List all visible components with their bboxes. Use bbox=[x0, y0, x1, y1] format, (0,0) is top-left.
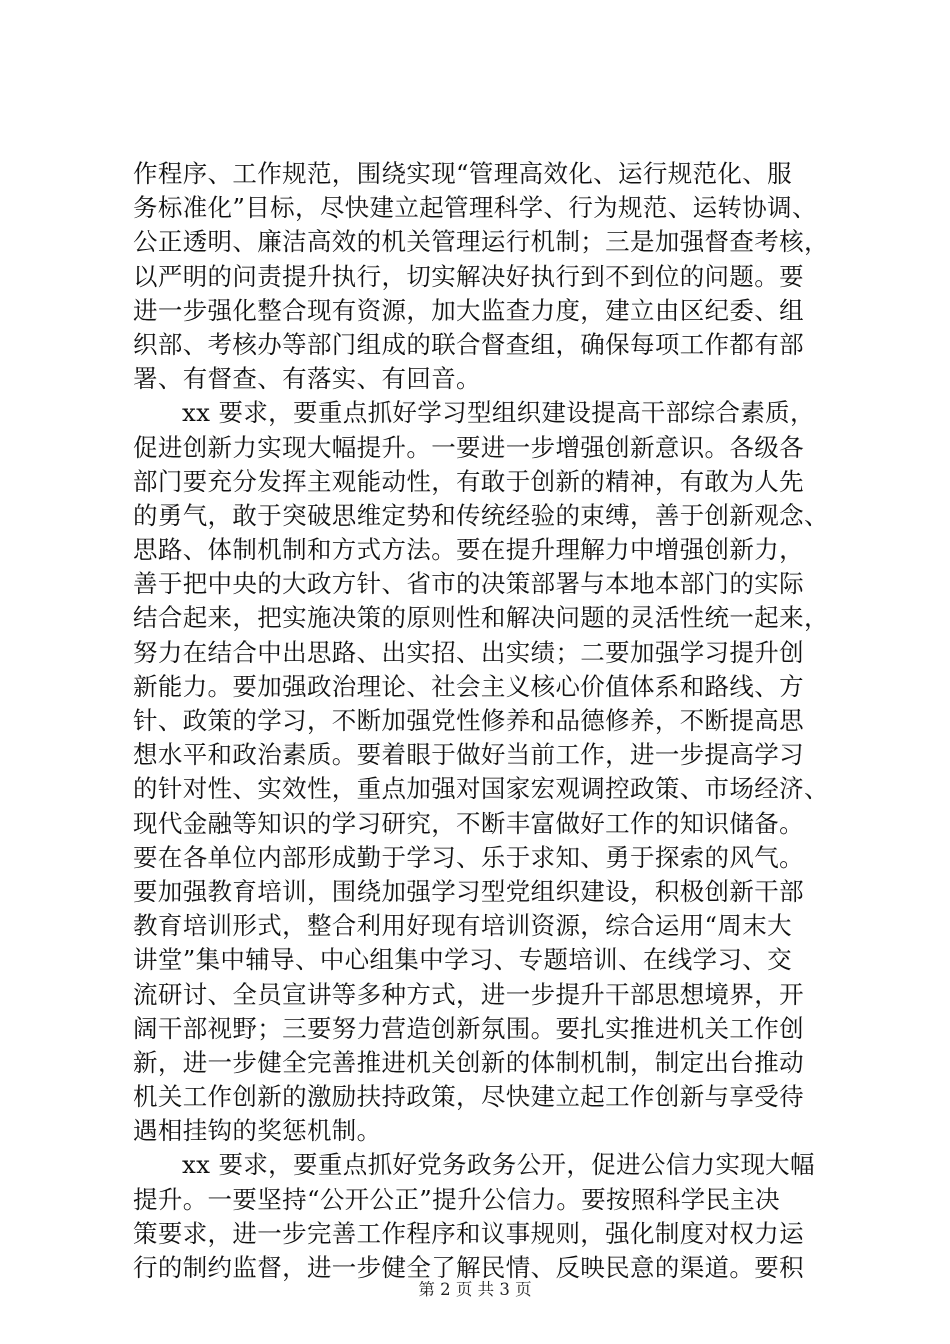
text-line: 新能力。要加强政治理论、社会主义核心价值体系和路线、方 bbox=[133, 671, 804, 701]
text-line: 进一步强化整合现有资源，加大监查力度，建立由区纪委、组 bbox=[133, 295, 804, 325]
document-body bbox=[133, 157, 833, 1285]
text-line: 善于把中央的大政方针、省市的决策部署与本地本部门的实际 bbox=[133, 569, 804, 599]
text-line: 遇相挂钩的奖惩机制。 bbox=[133, 1116, 382, 1146]
text-line: 务标准化”目标，尽快建立起管理科学、行为规范、运转协调、 bbox=[133, 193, 817, 223]
text-line: 要在各单位内部形成勤于学习、乐于求知、勇于探索的风气。 bbox=[133, 842, 804, 872]
page-footer: 第 2 页 共 3 页 bbox=[418, 1280, 532, 1299]
text-line: 机关工作创新的激励扶持政策，尽快建立起工作创新与享受待 bbox=[133, 1082, 804, 1112]
text-line: 以严明的问责提升执行，切实解决好执行到不到位的问题。要 bbox=[133, 261, 804, 291]
text-line: 针、政策的学习，不断加强党性修养和品德修养，不断提高思 bbox=[133, 706, 804, 735]
text-line: 公正透明、廉洁高效的机关管理运行机制；三是加强督查考核， bbox=[133, 227, 829, 257]
text-line: 部门要充分发挥主观能动性，有敢于创新的精神，有敢为人先 bbox=[133, 466, 804, 496]
text-line: 作程序、工作规范，围绕实现“管理高效化、运行规范化、服 bbox=[133, 159, 792, 188]
text-line: xx 要求，要重点抓好党务政务公开，促进公信力实现大幅 bbox=[182, 1150, 815, 1180]
text-line: xx 要求，要重点抓好学习型组织建设提高干部综合素质， bbox=[182, 398, 815, 428]
text-line: 提升。一要坚持“公开公正”提升公信力。要按照科学民主决 bbox=[133, 1184, 780, 1214]
text-line: 的勇气，敢于突破思维定势和传统经验的束缚，善于创新观念、 bbox=[133, 500, 829, 530]
text-line: 结合起来，把实施决策的原则性和解决问题的灵活性统一起来， bbox=[133, 603, 829, 633]
text-line: 织部、考核办等部门组成的联合督查组，确保每项工作都有部 bbox=[133, 329, 804, 359]
text-line: 思路、体制机制和方式方法。要在提升理解力中增强创新力， bbox=[133, 535, 804, 565]
text-line: 要加强教育培训，围绕加强学习型党组织建设，积极创新干部 bbox=[133, 876, 804, 906]
text-line: 讲堂”集中辅导、中心组集中学习、专题培训、在线学习、交 bbox=[133, 945, 792, 975]
text-line: 现代金融等知识的学习研究，不断丰富做好工作的知识储备。 bbox=[133, 808, 804, 838]
text-line: 想水平和政治素质。要着眼于做好当前工作，进一步提高学习 bbox=[133, 740, 804, 770]
text-line: 促进创新力实现大幅提升。一要进一步增强创新意识。各级各 bbox=[133, 432, 804, 462]
text-line: 署、有督查、有落实、有回音。 bbox=[133, 364, 481, 394]
text-line: 努力在结合中出思路、出实招、出实绩；二要加强学习提升创 bbox=[133, 637, 804, 667]
text-line: 教育培训形式，整合利用好现有培训资源，综合运用“周末大 bbox=[133, 911, 792, 941]
text-line: 新，进一步健全完善推进机关创新的体制机制，制定出台推动 bbox=[133, 1047, 804, 1077]
text-line: 行的制约监督，进一步健全了解民情、反映民意的渠道。要积 bbox=[133, 1253, 804, 1282]
text-line: 策要求，进一步完善工作程序和议事规则，强化制度对权力运 bbox=[133, 1218, 804, 1248]
text-line: 阔干部视野；三要努力营造创新氛围。要扎实推进机关工作创 bbox=[133, 1013, 804, 1043]
text-line: 流研讨、全员宣讲等多种方式，进一步提升干部思想境界，开 bbox=[133, 979, 804, 1009]
text-line: 的针对性、实效性，重点加强对国家宏观调控政策、市场经济、 bbox=[133, 774, 829, 804]
